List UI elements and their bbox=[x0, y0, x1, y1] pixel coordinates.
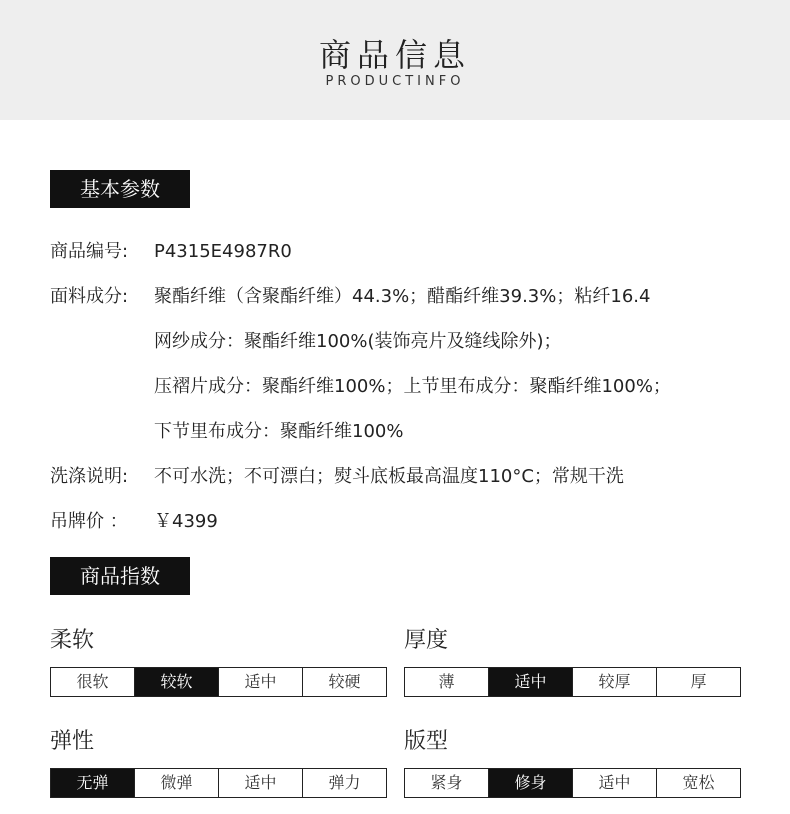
fabric-row bbox=[50, 282, 650, 308]
elasticity-option: 弹力 bbox=[302, 769, 386, 797]
wash-value: 不可水洗；不可漂白；熨斗底板最高温度110°C；常规干洗 bbox=[154, 466, 624, 487]
softness-option: 较硬 bbox=[302, 668, 386, 696]
fit-title: 版型 bbox=[404, 729, 449, 754]
page-header bbox=[0, 0, 790, 120]
softness-option: 很软 bbox=[76, 672, 109, 691]
fit-option: 修身 bbox=[488, 769, 572, 797]
fabric-line-1: 聚酯纤维（含聚酯纤维）44.3%；醋酯纤维39.3%；粘纤16.4 bbox=[154, 286, 651, 307]
fit-option: 宽松 bbox=[656, 769, 740, 797]
wash-row bbox=[50, 462, 624, 488]
fabric-line-3: 压褶片成分：聚酯纤维100%；上节里布成分：聚酯纤维100%； bbox=[154, 376, 671, 397]
fabric-label: 面料成分: bbox=[50, 286, 129, 307]
elasticity-option: 无弹 bbox=[51, 769, 134, 797]
thickness-option: 厚 bbox=[656, 668, 740, 696]
fit-option: 适中 bbox=[572, 769, 656, 797]
softness-option: 较软 bbox=[134, 668, 218, 696]
elasticity-title: 弹性 bbox=[50, 729, 95, 754]
wash-label: 洗涤说明: bbox=[50, 466, 129, 487]
thickness-scale bbox=[404, 667, 741, 697]
thickness-option: 薄 bbox=[438, 672, 455, 691]
fit-scale bbox=[404, 768, 741, 798]
softness-option: 适中 bbox=[218, 668, 302, 696]
fabric-line-2: 网纱成分：聚酯纤维100%(装饰亮片及缝线除外)； bbox=[154, 331, 562, 352]
softness-scale bbox=[50, 667, 387, 697]
header-title: 商品信息 bbox=[318, 36, 471, 74]
header-subtitle: PRODUCTINFO bbox=[325, 74, 465, 89]
product-code-value: P4315E4987R0 bbox=[154, 241, 292, 262]
product-index-tag: 商品指数 bbox=[50, 557, 190, 595]
thickness-option: 适中 bbox=[488, 668, 572, 696]
thickness-option: 较厚 bbox=[572, 668, 656, 696]
price-row bbox=[50, 507, 218, 533]
thickness-title: 厚度 bbox=[404, 628, 449, 653]
elasticity-option: 适中 bbox=[218, 769, 302, 797]
elasticity-option: 微弹 bbox=[134, 769, 218, 797]
product-code-row bbox=[50, 237, 292, 263]
basic-params-tag: 基本参数 bbox=[50, 170, 190, 208]
elasticity-scale bbox=[50, 768, 387, 798]
product-code-label: 商品编号: bbox=[50, 241, 129, 262]
softness-title: 柔软 bbox=[50, 628, 95, 653]
price-value: ￥4399 bbox=[154, 511, 218, 532]
price-label: 吊牌价 ： bbox=[50, 511, 128, 532]
fabric-line-4: 下节里布成分：聚酯纤维100% bbox=[154, 421, 404, 442]
fit-option: 紧身 bbox=[430, 773, 463, 792]
